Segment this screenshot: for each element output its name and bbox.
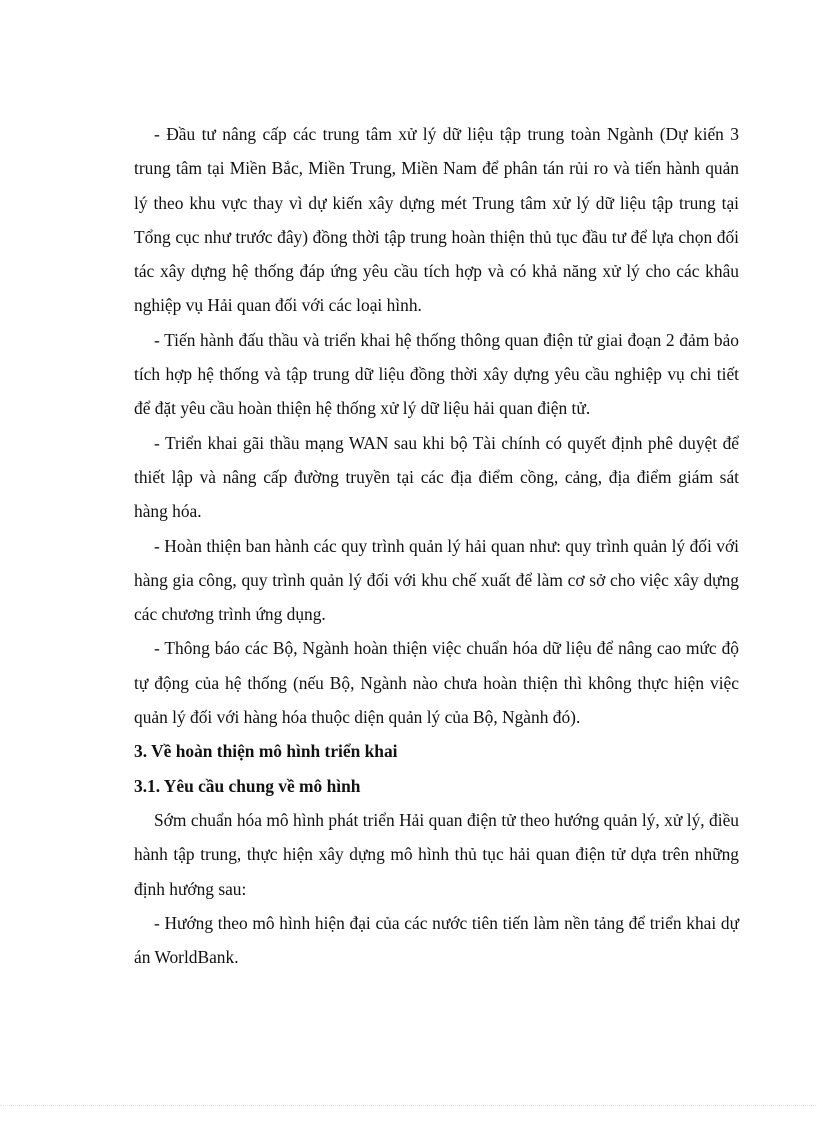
section-heading-3: 3. Về hoàn thiện mô hình triển khai xyxy=(134,741,398,762)
paragraph-customs-procedures: - Hoàn thiện ban hành các quy trình quản lý hải quan như: quy trình quản lý đối với hàng gia công, quy trình quản lý đối với khu chế xuất để làm cơ sở cho việc xây dựng các chương trình ứng dụng. xyxy=(134,535,739,625)
paragraph-data-centers: - Đầu tư nâng cấp các trung tâm xử lý dữ liệu tập trung toàn Ngành (Dự kiến 3 trung tâm tại Miền Bắc, Miền Trung, Miền Nam để phân tán rủi ro và tiến hành quản lý theo khu vực thay vì dự kiến xây dựng mét Trung tâm xử lý dữ liệu tập trung tại Tổng cục như trước đây) đồng thời tập trung hoàn thiện thủ tục đầu tư để lựa chọn đối tác xây dựng hệ thống đáp ứng yêu cầu tích hợp và có khả năng xử lý cho các khâu nghiệp vụ Hải quan đối với các loại hình. xyxy=(134,124,739,316)
paragraph-model-standardization: Sớm chuẩn hóa mô hình phát triển Hải quan điện tử theo hướng quản lý, xử lý, điều hành tập trung, thực hiện xây dựng mô hình thủ tục hải quan điện tử dựa trên những định hướng sau: xyxy=(134,809,739,899)
section-heading-3-1: 3.1. Yêu cầu chung về mô hình xyxy=(134,775,361,796)
paragraph-worldbank-project: - Hướng theo mô hình hiện đại của các nước tiên tiến làm nền tảng để triển khai dự án WorldBank. xyxy=(134,912,739,968)
page-bottom-divider xyxy=(0,1105,816,1106)
document-body xyxy=(134,117,739,974)
paragraph-data-standardization: - Thông báo các Bộ, Ngành hoàn thiện việc chuẩn hóa dữ liệu để nâng cao mức độ tự động của hệ thống (nếu Bộ, Ngành nào chưa hoàn thiện thì không thực hiện việc quản lý đối với hàng hóa thuộc diện quản lý của Bộ, Ngành đó). xyxy=(134,638,739,728)
paragraph-e-customs-phase-2: - Tiến hành đấu thầu và triển khai hệ thống thông quan điện tử giai đoạn 2 đảm bảo tích hợp hệ thống và tập trung dữ liệu đồng thời xây dựng yêu cầu nghiệp vụ chi tiết để đặt yêu cầu hoàn thiện hệ thống xử lý dữ liệu hải quan điện tử. xyxy=(134,329,739,419)
paragraph-wan-package: - Triển khai gãi thầu mạng WAN sau khi bộ Tài chính có quyết định phê duyệt để thiết lập và nâng cấp đường truyền tại các địa điểm cồng, cảng, địa điểm giám sát hàng hóa. xyxy=(134,432,739,522)
